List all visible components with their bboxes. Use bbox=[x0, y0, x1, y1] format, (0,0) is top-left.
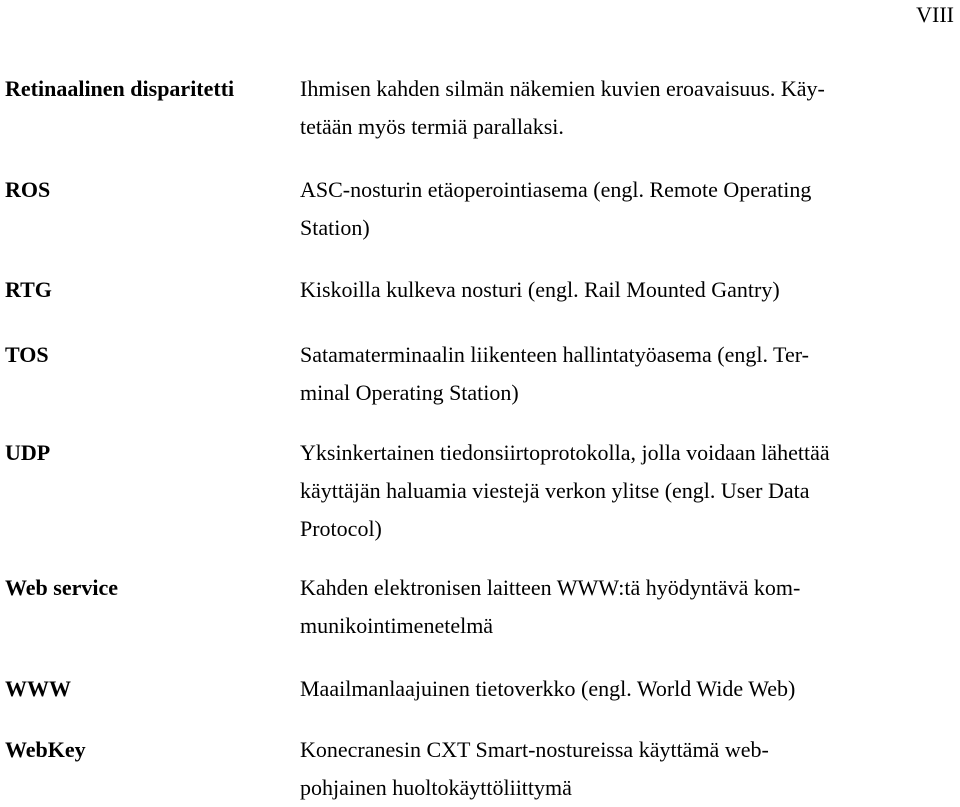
glossary-definition bbox=[300, 434, 948, 548]
definition-line: munikointimenetelmä bbox=[300, 613, 494, 638]
glossary-term: Web service bbox=[5, 575, 119, 600]
glossary-term: WebKey bbox=[5, 737, 86, 762]
glossary-term: TOS bbox=[5, 342, 49, 367]
definition-line: Protocol) bbox=[300, 516, 382, 541]
glossary-term: ROS bbox=[5, 177, 51, 202]
definition-line: pohjainen huoltokäyttöliittymä bbox=[300, 775, 572, 800]
definition-line: ASC-nosturin etäoperointiasema (engl. Remote Operating bbox=[300, 177, 812, 202]
definition-line: Yksinkertainen tiedonsiirtoprotokolla, jolla voidaan lähettää bbox=[300, 440, 830, 465]
glossary-definition bbox=[300, 569, 948, 645]
definition-line: käyttäjän haluamia viestejä verkon ylitse (engl. User Data bbox=[300, 478, 810, 503]
glossary-term: WWW bbox=[5, 676, 71, 701]
glossary-definition bbox=[300, 731, 948, 807]
page-number: VIII bbox=[916, 2, 954, 27]
glossary-term: UDP bbox=[5, 440, 51, 465]
definition-line: minal Operating Station) bbox=[300, 380, 519, 405]
glossary-definition bbox=[300, 336, 948, 412]
glossary-definition bbox=[300, 271, 948, 309]
definition-line: tetään myös termiä parallaksi. bbox=[300, 114, 564, 139]
definition-line: Kahden elektronisen laitteen WWW:tä hyödyntävä kom- bbox=[300, 575, 801, 600]
glossary-term: Retinaalinen disparitetti bbox=[5, 76, 235, 101]
definition-line: Ihmisen kahden silmän näkemien kuvien eroavaisuus. Käy- bbox=[300, 76, 825, 101]
definition-line: Maailmanlaajuinen tietoverkko (engl. World Wide Web) bbox=[300, 676, 796, 701]
definition-line: Station) bbox=[300, 215, 370, 240]
glossary-definition bbox=[300, 171, 948, 247]
definition-line: Kiskoilla kulkeva nosturi (engl. Rail Mounted Gantry) bbox=[300, 277, 780, 302]
glossary-term: RTG bbox=[5, 277, 52, 302]
glossary-definition bbox=[300, 70, 948, 146]
definition-line: Satamaterminaalin liikenteen hallintatyöasema (engl. Ter- bbox=[300, 342, 809, 367]
definition-line: Konecranesin CXT Smart-nostureissa käyttämä web- bbox=[300, 737, 769, 762]
glossary-definition bbox=[300, 670, 948, 708]
